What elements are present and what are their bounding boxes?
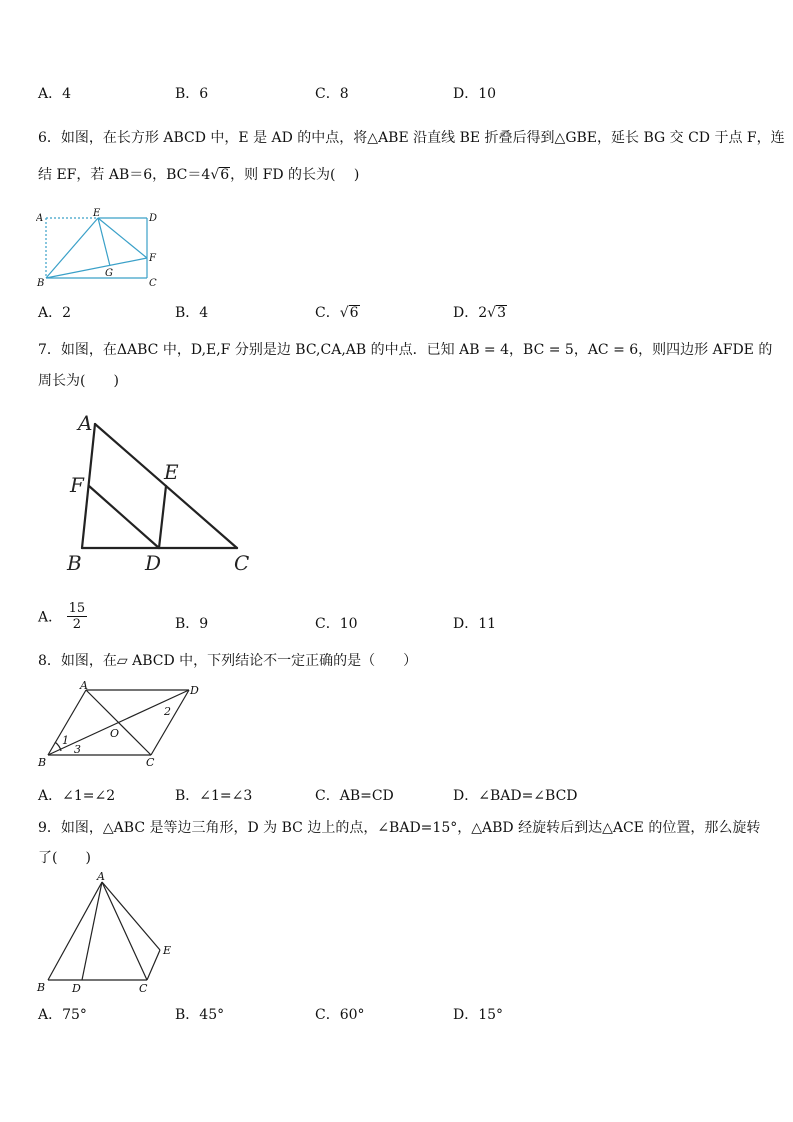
- q9-label-b: B: [37, 981, 46, 994]
- q8-option-d[interactable]: D．∠BAD=∠BCD: [453, 788, 578, 804]
- q7-segment-ed: [159, 486, 166, 548]
- q6-option-c-radicand: 6: [349, 305, 359, 321]
- q8-label-angle1: 1: [62, 734, 69, 747]
- q8-option-b[interactable]: B．∠1=∠3: [175, 788, 253, 804]
- q9-option-c[interactable]: C．60°: [315, 1007, 365, 1023]
- q8-label-angle2: 2: [164, 705, 171, 718]
- q7-option-a-numerator: 15: [68, 601, 86, 616]
- q8-label-a: A: [80, 680, 88, 692]
- q6-option-d[interactable]: D．2√3: [453, 305, 506, 321]
- q6-segment-ef: [98, 218, 147, 258]
- q5-option-d[interactable]: D．10: [453, 86, 497, 102]
- q6-label-g: G: [105, 268, 113, 279]
- q7-label-b: B: [67, 551, 82, 575]
- q9-option-d[interactable]: D．15°: [453, 1007, 504, 1023]
- q5-options: [38, 83, 758, 107]
- q6-option-d-prefix: D．2: [453, 305, 488, 321]
- q6-label-a: A: [36, 213, 44, 224]
- q8-label-b: B: [38, 756, 47, 769]
- q8-stem-line1: 8．如图，在▱ ABCD 中，下列结论不一定正确的是（ ）: [38, 653, 418, 669]
- q6-label-d: D: [149, 213, 158, 224]
- q8-figure-parallelogram: [34, 680, 209, 772]
- q9-label-c: C: [139, 982, 148, 995]
- q9-label-e: E: [163, 944, 172, 957]
- q6-stem-text-b: ，则 FD 的长为( ): [230, 167, 360, 183]
- q7-stem-line1: 7．如图，在ΔABC 中，D,E,F 分别是边 BC,CA,AB 的中点．已知 AB = 4，BC = 5，AC = 6，则四边形 AFDE 的: [38, 342, 773, 358]
- q8-label-c: C: [146, 756, 155, 769]
- q7-label-e: E: [164, 460, 179, 484]
- q6-label-c: C: [149, 278, 157, 288]
- q6-sqrt-radicand: 6: [220, 167, 230, 183]
- q8-label-o: O: [110, 727, 120, 740]
- q6-label-b: B: [37, 278, 45, 288]
- q9-option-b[interactable]: B．45°: [175, 1007, 225, 1023]
- q7-option-a-denominator: 2: [72, 617, 81, 632]
- q9-segment-ac: [102, 882, 147, 980]
- q7-label-d: D: [145, 551, 162, 575]
- q7-label-f: F: [70, 473, 84, 497]
- q5-option-a[interactable]: A．4: [38, 86, 72, 102]
- q8-angle-arc: [55, 742, 61, 751]
- q7-label-a: A: [78, 411, 93, 435]
- q8-option-c[interactable]: C．AB=CD: [315, 788, 394, 804]
- q8-segment-bd: [48, 690, 189, 755]
- q7-option-c[interactable]: C．10: [315, 616, 358, 632]
- q7-stem-line2: 周长为( ): [38, 373, 119, 389]
- q9-segment-ec: [147, 950, 160, 980]
- q6-stem-line2: [38, 164, 359, 184]
- q6-figure-rectangle: [36, 208, 166, 288]
- q6-stem-text-a: 结 EF，若 AB＝6，BC＝4: [38, 167, 211, 183]
- q6-options: [38, 302, 758, 326]
- q5-option-b[interactable]: B．6: [175, 86, 209, 102]
- q8-option-a[interactable]: A．∠1=∠2: [38, 788, 116, 804]
- q6-option-b[interactable]: B．4: [175, 305, 209, 321]
- q9-label-d: D: [72, 982, 81, 995]
- q7-label-c: C: [234, 551, 250, 575]
- q8-label-angle3: 3: [74, 743, 81, 756]
- q8-label-d: D: [190, 684, 199, 697]
- q8-options: [38, 785, 758, 809]
- q7-option-a[interactable]: [38, 601, 87, 632]
- q6-stem-line1: 6．如图，在长方形 ABCD 中，E 是 AD 的中点，将△ABE 沿直线 BE 折叠后得到△GBE，延长 BG 交 CD 于点 F，连: [38, 130, 785, 146]
- q9-label-a: A: [97, 870, 105, 883]
- q7-option-a-fraction: [67, 601, 88, 632]
- q9-segment-ad: [82, 882, 102, 980]
- q7-figure-triangle: [62, 410, 262, 580]
- q9-segment-ae: [102, 882, 160, 950]
- q8-segment-dc: [151, 690, 189, 755]
- q5-option-c[interactable]: C．8: [315, 86, 349, 102]
- q7-segment-fd: [89, 486, 159, 548]
- q6-option-a[interactable]: A．2: [38, 305, 72, 321]
- q6-label-f: F: [149, 253, 156, 264]
- q9-figure-equilateral-triangle: [32, 870, 182, 998]
- q6-option-d-radicand: 3: [497, 305, 506, 321]
- q7-option-a-prefix: A．: [38, 609, 63, 626]
- q6-segment-eg: [98, 218, 110, 266]
- q9-options: [38, 1004, 758, 1028]
- q9-option-a[interactable]: A．75°: [38, 1007, 87, 1023]
- q9-stem-line2: 了( ): [38, 850, 91, 866]
- q9-segment-ab: [48, 882, 102, 980]
- q6-option-c[interactable]: C．√6: [315, 305, 359, 321]
- q9-stem-line1: 9．如图，△ABC 是等边三角形，D 为 BC 边上的点，∠BAD=15°，△ABD 经旋转后到达△ACE 的位置，那么旋转: [38, 820, 761, 836]
- q6-sqrt: √6: [210, 167, 230, 183]
- q6-label-e: E: [93, 208, 101, 219]
- q6-option-c-prefix: C．: [315, 305, 340, 321]
- q7-options: [38, 601, 758, 643]
- q7-option-d[interactable]: D．11: [453, 616, 497, 632]
- q7-option-b[interactable]: B．9: [175, 616, 209, 632]
